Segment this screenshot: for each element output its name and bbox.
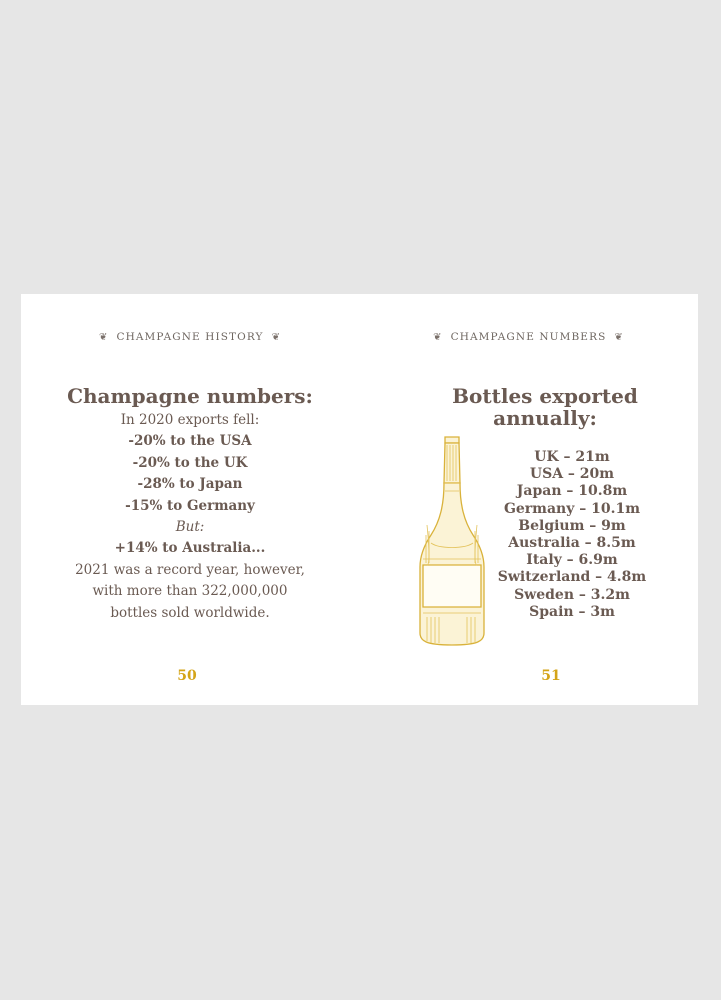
text-line: +14% to Australia... <box>114 540 266 557</box>
right-page <box>359 294 698 705</box>
leaf-sprig-icon: ❦ <box>271 332 282 343</box>
text-line: But: <box>175 518 205 535</box>
list-item: Switzerland – 4.8m <box>497 569 647 586</box>
book-spread <box>21 294 698 705</box>
list-item: Japan – 10.8m <box>516 483 628 500</box>
text-line: -20% to the UK <box>132 454 248 471</box>
running-head <box>359 331 698 343</box>
list-item: Australia – 8.5m <box>508 534 636 551</box>
text-line: -28% to Japan <box>137 476 243 493</box>
title-line: annually: <box>493 406 597 430</box>
list-item: Spain – 3m <box>529 603 615 620</box>
leaf-sprig-icon: ❦ <box>433 332 443 343</box>
list-item: UK – 21m <box>534 449 610 465</box>
running-head-label: CHAMPAGNE NUMBERS <box>450 331 607 343</box>
text-line: -15% to Germany <box>125 497 255 514</box>
text-line: bottles sold worldwide. <box>110 604 270 621</box>
body-text <box>21 410 359 624</box>
left-page <box>21 294 359 705</box>
page-title: Champagne numbers: <box>67 384 313 408</box>
text-line: In 2020 exports fell: <box>120 412 260 428</box>
list-item: Belgium – 9m <box>518 517 626 534</box>
title-line: Bottles exported <box>452 384 638 408</box>
page-title <box>419 385 671 429</box>
list-item: Sweden – 3.2m <box>514 586 630 603</box>
text-line: 2021 was a record year, however, <box>75 561 305 578</box>
list-item: USA – 20m <box>529 466 615 483</box>
leaf-sprig-icon: ❦ <box>614 332 624 343</box>
list-item: Italy – 6.9m <box>526 552 618 569</box>
running-head-label: CHAMPAGNE HISTORY <box>116 331 264 343</box>
list-item: Germany – 10.1m <box>503 500 641 517</box>
running-head <box>21 331 359 343</box>
page-number: 50 <box>177 668 197 684</box>
text-line: -20% to the USA <box>128 433 252 450</box>
leaf-sprig-icon: ❦ <box>98 332 109 343</box>
page-number: 51 <box>541 668 561 684</box>
export-list <box>477 449 667 621</box>
text-line: with more than 322,000,000 <box>92 583 288 600</box>
